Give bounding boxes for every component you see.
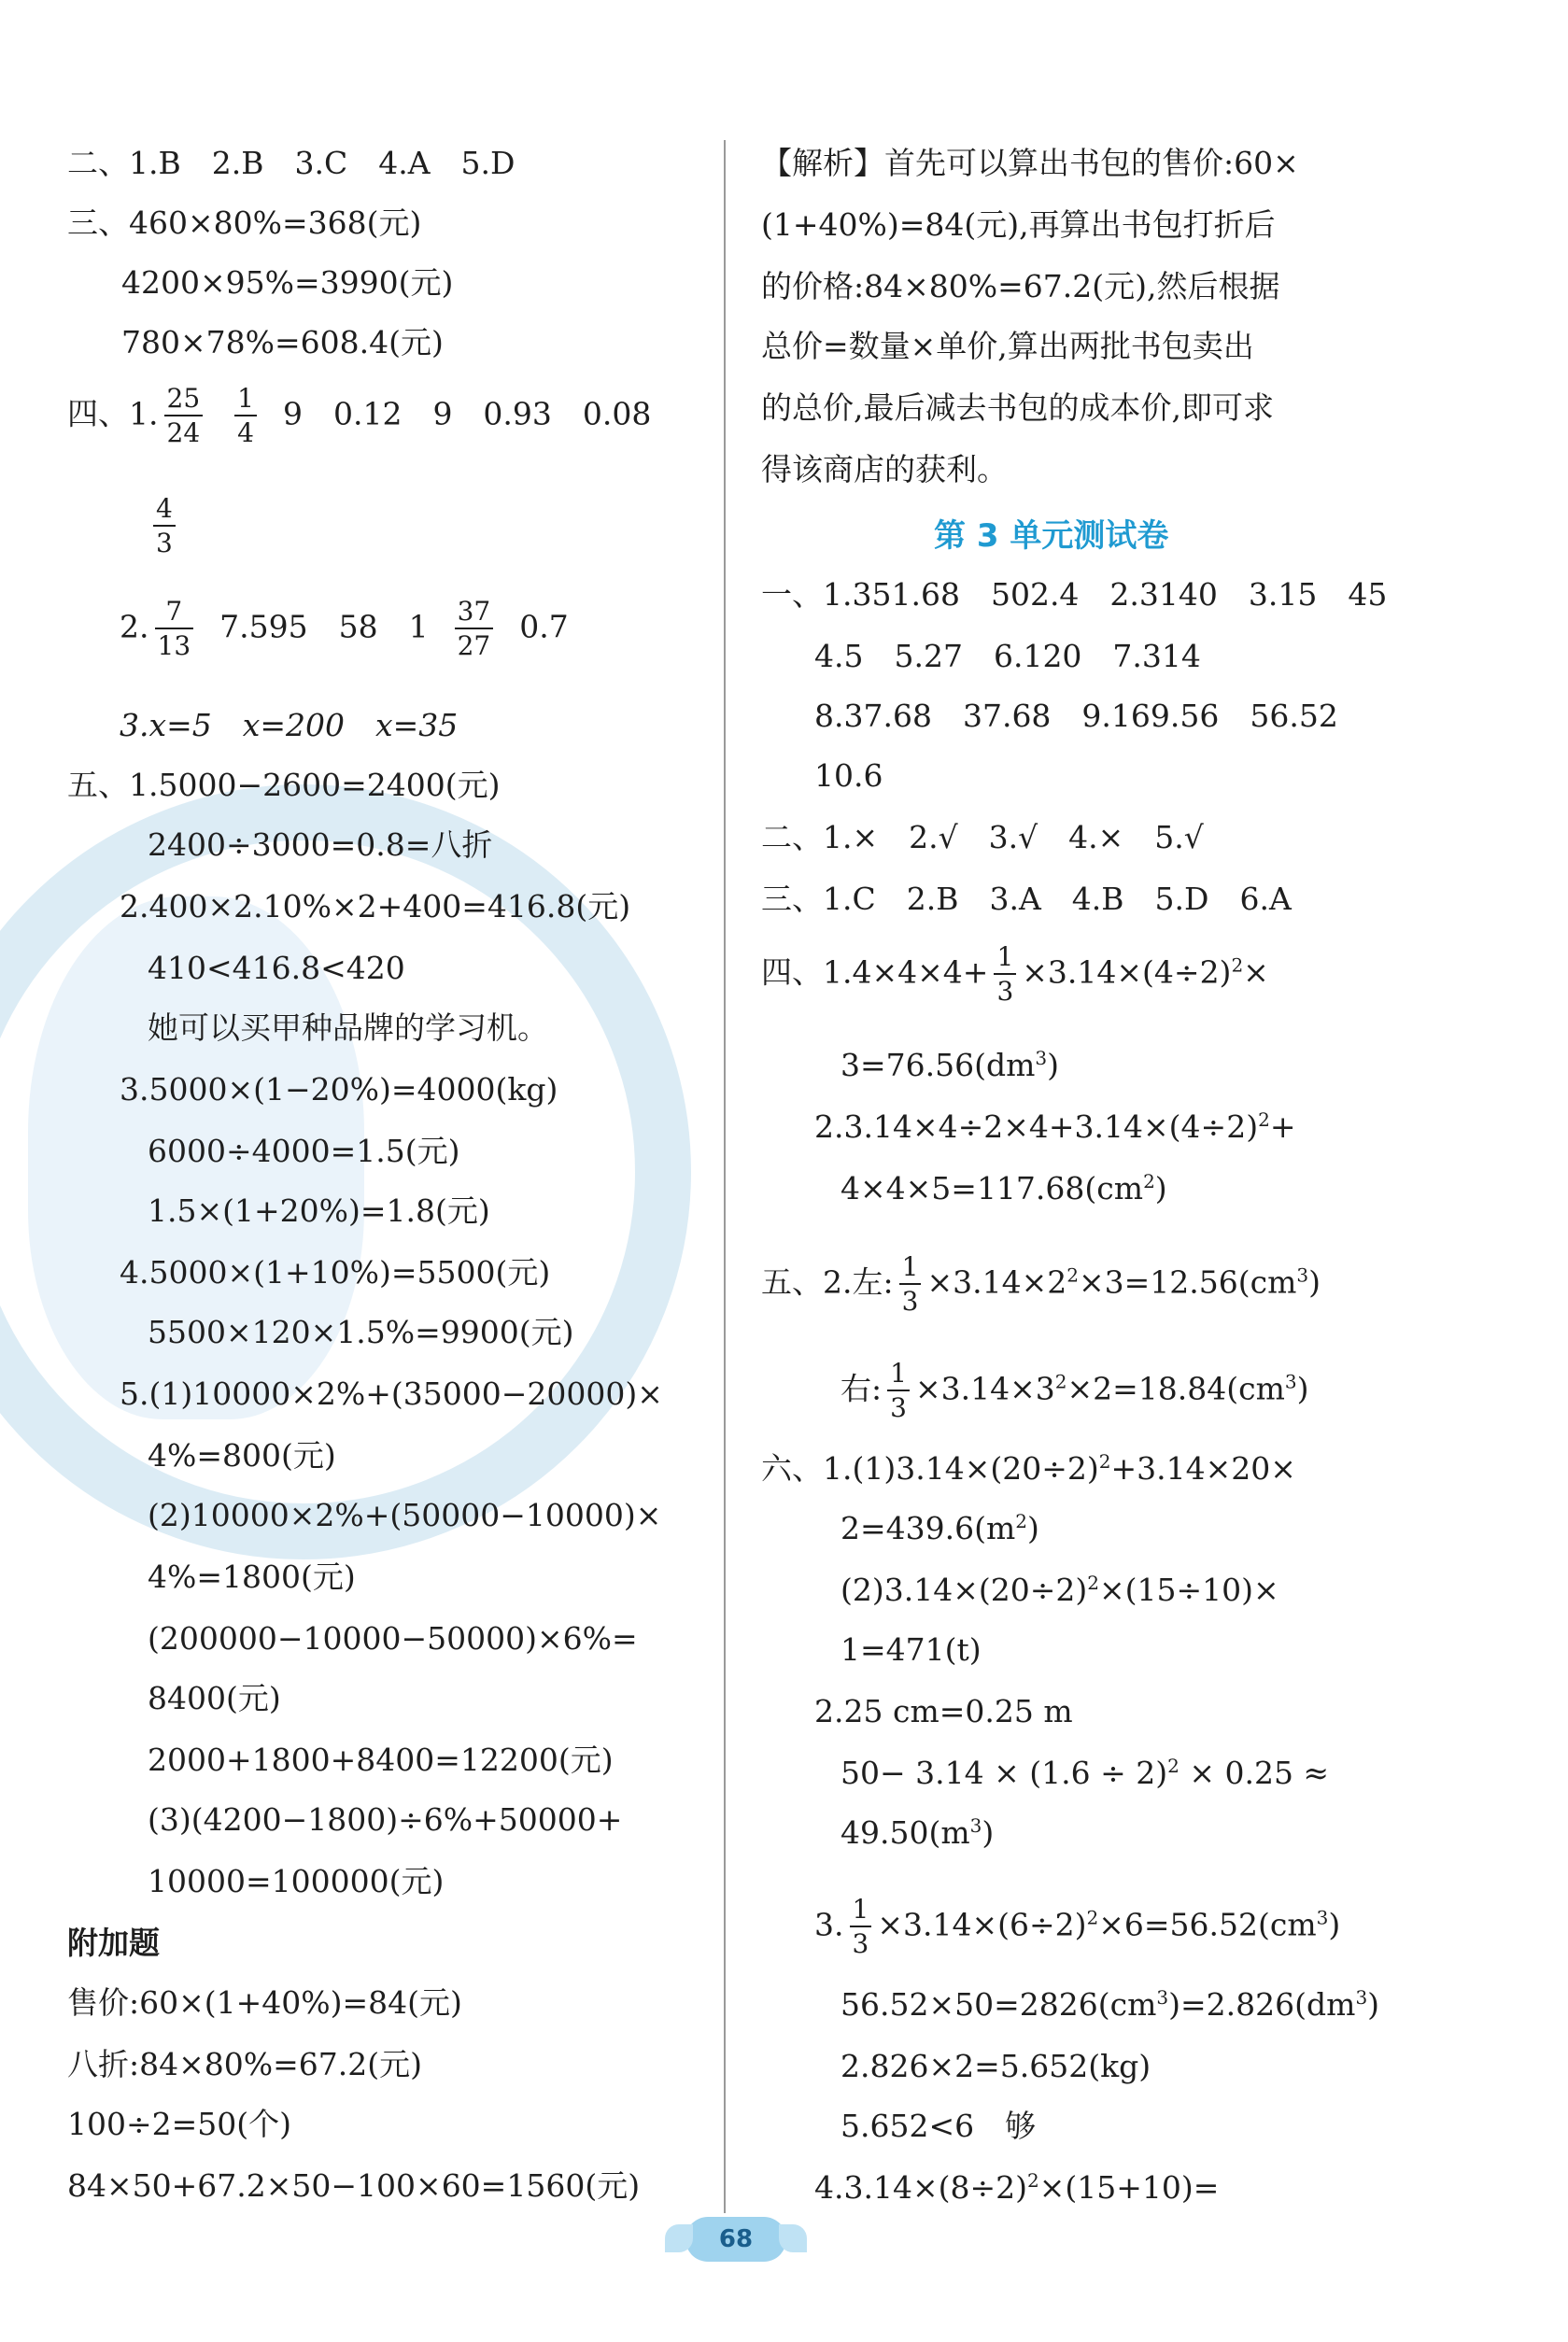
answer-line-fraction: 3. $\frac{1}{3}$ $\times 3.14\times(6\div 2)^2\times 6=56.52(cm^3)$ (814, 1894, 1341, 1960)
answer-line: 1.5×(1+20%)=1.8(元) (148, 1192, 490, 1229)
answer-line: 2.400×2.10%×2+400=416.8(元) (120, 888, 631, 924)
answer-line: (200000−10000−50000)×6%= (148, 1620, 638, 1657)
answer-line: 3.x=5 x=200 x=35 (120, 707, 459, 743)
analysis-line: 【解析】首先可以算出书包的售价:60× (761, 145, 1299, 181)
bonus-heading: 附加题 (67, 1925, 160, 1961)
answer-line: 6000÷4000=1.5(元) (148, 1133, 460, 1169)
answer-line: 84×50+67.2×50−100×60=1560(元) (67, 2167, 641, 2204)
answer-line: 2.25 cm=0.25 m (814, 1693, 1073, 1729)
answer-line: 4.5 5.27 6.120 7.314 (814, 638, 1201, 674)
answer-line: 10000=100000(元) (148, 1863, 445, 1899)
column-divider (724, 140, 726, 2213)
fraction: $\frac{1}{3}$ (994, 943, 1016, 1006)
answer-line: 780×78%=608.4(元) (121, 324, 444, 360)
answer-line: $49.50(m^3)$ (841, 1814, 995, 1851)
answer-line: 100÷2=50(个) (67, 2106, 292, 2142)
answer-line: 一、1.351.68 502.4 2.3140 3.15 45 (761, 576, 1388, 613)
values: 9 0.12 9 0.93 0.08 (282, 395, 652, 432)
fraction: $\frac{1}{3}$ (899, 1253, 922, 1316)
answer-line: 8400(元) (148, 1680, 281, 1716)
answer-line: 10.6 (814, 757, 883, 794)
answer-line: 4200×95%=3990(元) (121, 264, 454, 301)
answer-line: 2400÷3000=0.8=八折 (148, 826, 493, 863)
label: 四、1. (67, 395, 159, 432)
answer-line: 8.37.68 37.68 9.169.56 56.52 (814, 698, 1338, 734)
answer-line: 二、1.× 2.√ 3.√ 4.× 5.√ (761, 819, 1204, 855)
answer-line: 她可以买甲种品牌的学习机。 (148, 1009, 548, 1046)
answer-line: 5.652<6 够 (841, 2108, 1037, 2144)
section-title: 第 3 单元测试卷 (934, 517, 1169, 555)
answer-line: 5.(1)10000×2%+(35000−20000)× (120, 1376, 663, 1412)
answer-line: $(2)3.14\times(20\div 2)^2\times(15\div 10)\times$ (841, 1572, 1279, 1608)
answer-line: 4%=1800(元) (148, 1559, 356, 1595)
answer-line: 三、1.C 2.B 3.A 4.B 5.D 6.A (761, 881, 1292, 917)
answer-line: 二、1.B 2.B 3.C 4.A 5.D (67, 145, 516, 181)
answer-line-fraction: 右: $\frac{1}{3}$ $\times 3.14\times 3^2\times 2=18.84(cm^3)$ (841, 1358, 1309, 1424)
fraction: $\frac{25}{24}$ (164, 385, 204, 447)
answer-line: $4.3.14\times(8\div 2)^2\times(15+10)=$ (814, 2169, 1220, 2206)
answer-line: 5500×120×1.5%=9900(元) (148, 1314, 574, 1350)
answer-line-fraction (148, 495, 181, 557)
answer-line: 410<416.8<420 (148, 950, 405, 986)
analysis-line: 的价格:84×80%=67.2(元),然后根据 (761, 268, 1280, 304)
fraction: $\frac{4}{3}$ (153, 495, 176, 557)
answer-line: $2.3.14\times 4\div 2\times 4+3.14\times(4\div 2)^2+$ (814, 1108, 1296, 1145)
answer-line: (2)10000×2%+(50000−10000)× (148, 1497, 662, 1533)
answer-line: 2.826×2=5.652(kg) (841, 2048, 1151, 2084)
answer-line: $56.52\times 50=2826(cm^3)=2.826(dm^3)$ (841, 1986, 1380, 2023)
answer-line: 1=471(t) (841, 1631, 982, 1668)
answer-line: 五、1.5000−2600=2400(元) (67, 767, 501, 803)
fraction: $\frac{7}{13}$ (155, 598, 194, 660)
page-number: 68 (718, 2225, 754, 2253)
answer-line: 2000+1800+8400=12200(元) (148, 1742, 614, 1778)
fraction: $\frac{1}{4}$ (234, 385, 257, 447)
analysis-line: 得该商店的获利。 (761, 451, 1008, 487)
answer-line: (3)(4200−1800)÷6%+50000+ (148, 1801, 623, 1838)
analysis-line: 总价=数量×单价,算出两批书包卖出 (761, 328, 1254, 364)
answer-line-fractions: 2. $\frac{7}{13}$ 7.595 58 1 $\frac{37}{27}$ 0.7 (120, 596, 569, 662)
analysis-line: 的总价,最后减去书包的成本价,即可求 (761, 389, 1274, 426)
page-number-badge (685, 2217, 786, 2262)
answer-line: 4.5000×(1+10%)=5500(元) (120, 1254, 551, 1291)
answer-line: $3=76.56(dm^3)$ (841, 1047, 1060, 1083)
answer-line: 售价:60×(1+40%)=84(元) (67, 1984, 462, 2021)
answer-line: 三、460×80%=368(元) (67, 205, 422, 241)
fraction: $\frac{1}{3}$ (850, 1896, 872, 1958)
answer-line: $4\times 4\times 5=117.68(cm^2)$ (841, 1170, 1167, 1206)
answer-line-fractions (67, 385, 651, 447)
answer-line: $50- 3.14 \times (1.6 \div 2)^2 \times 0.25$ ≈ (841, 1755, 1330, 1791)
answer-line: $2=439.6(m^2)$ (841, 1510, 1039, 1546)
fraction: $\frac{37}{27}$ (455, 598, 494, 660)
analysis-line: (1+40%)=84(元),再算出书包打折后 (761, 206, 1276, 243)
answer-line-fraction: 五、2.左: $\frac{1}{3}$ $\times 3.14\times 2^2\times 3=12.56(cm^3)$ (761, 1251, 1321, 1318)
answer-line: 八折:84×80%=67.2(元) (67, 2046, 422, 2082)
answer-line: 3.5000×(1−20%)=4000(kg) (120, 1071, 558, 1108)
answer-line-fraction: 四、1.4×4×4+ $\frac{1}{3}$ $\times 3.14\times(4\div 2)^2\times$ (761, 941, 1269, 1008)
fraction: $\frac{1}{3}$ (887, 1360, 910, 1422)
answer-line: 4%=800(元) (148, 1437, 336, 1474)
answer-line: 六、$1.(1)3.14\times(20\div 2)^2+3.14\times 20\times$ (761, 1450, 1296, 1487)
